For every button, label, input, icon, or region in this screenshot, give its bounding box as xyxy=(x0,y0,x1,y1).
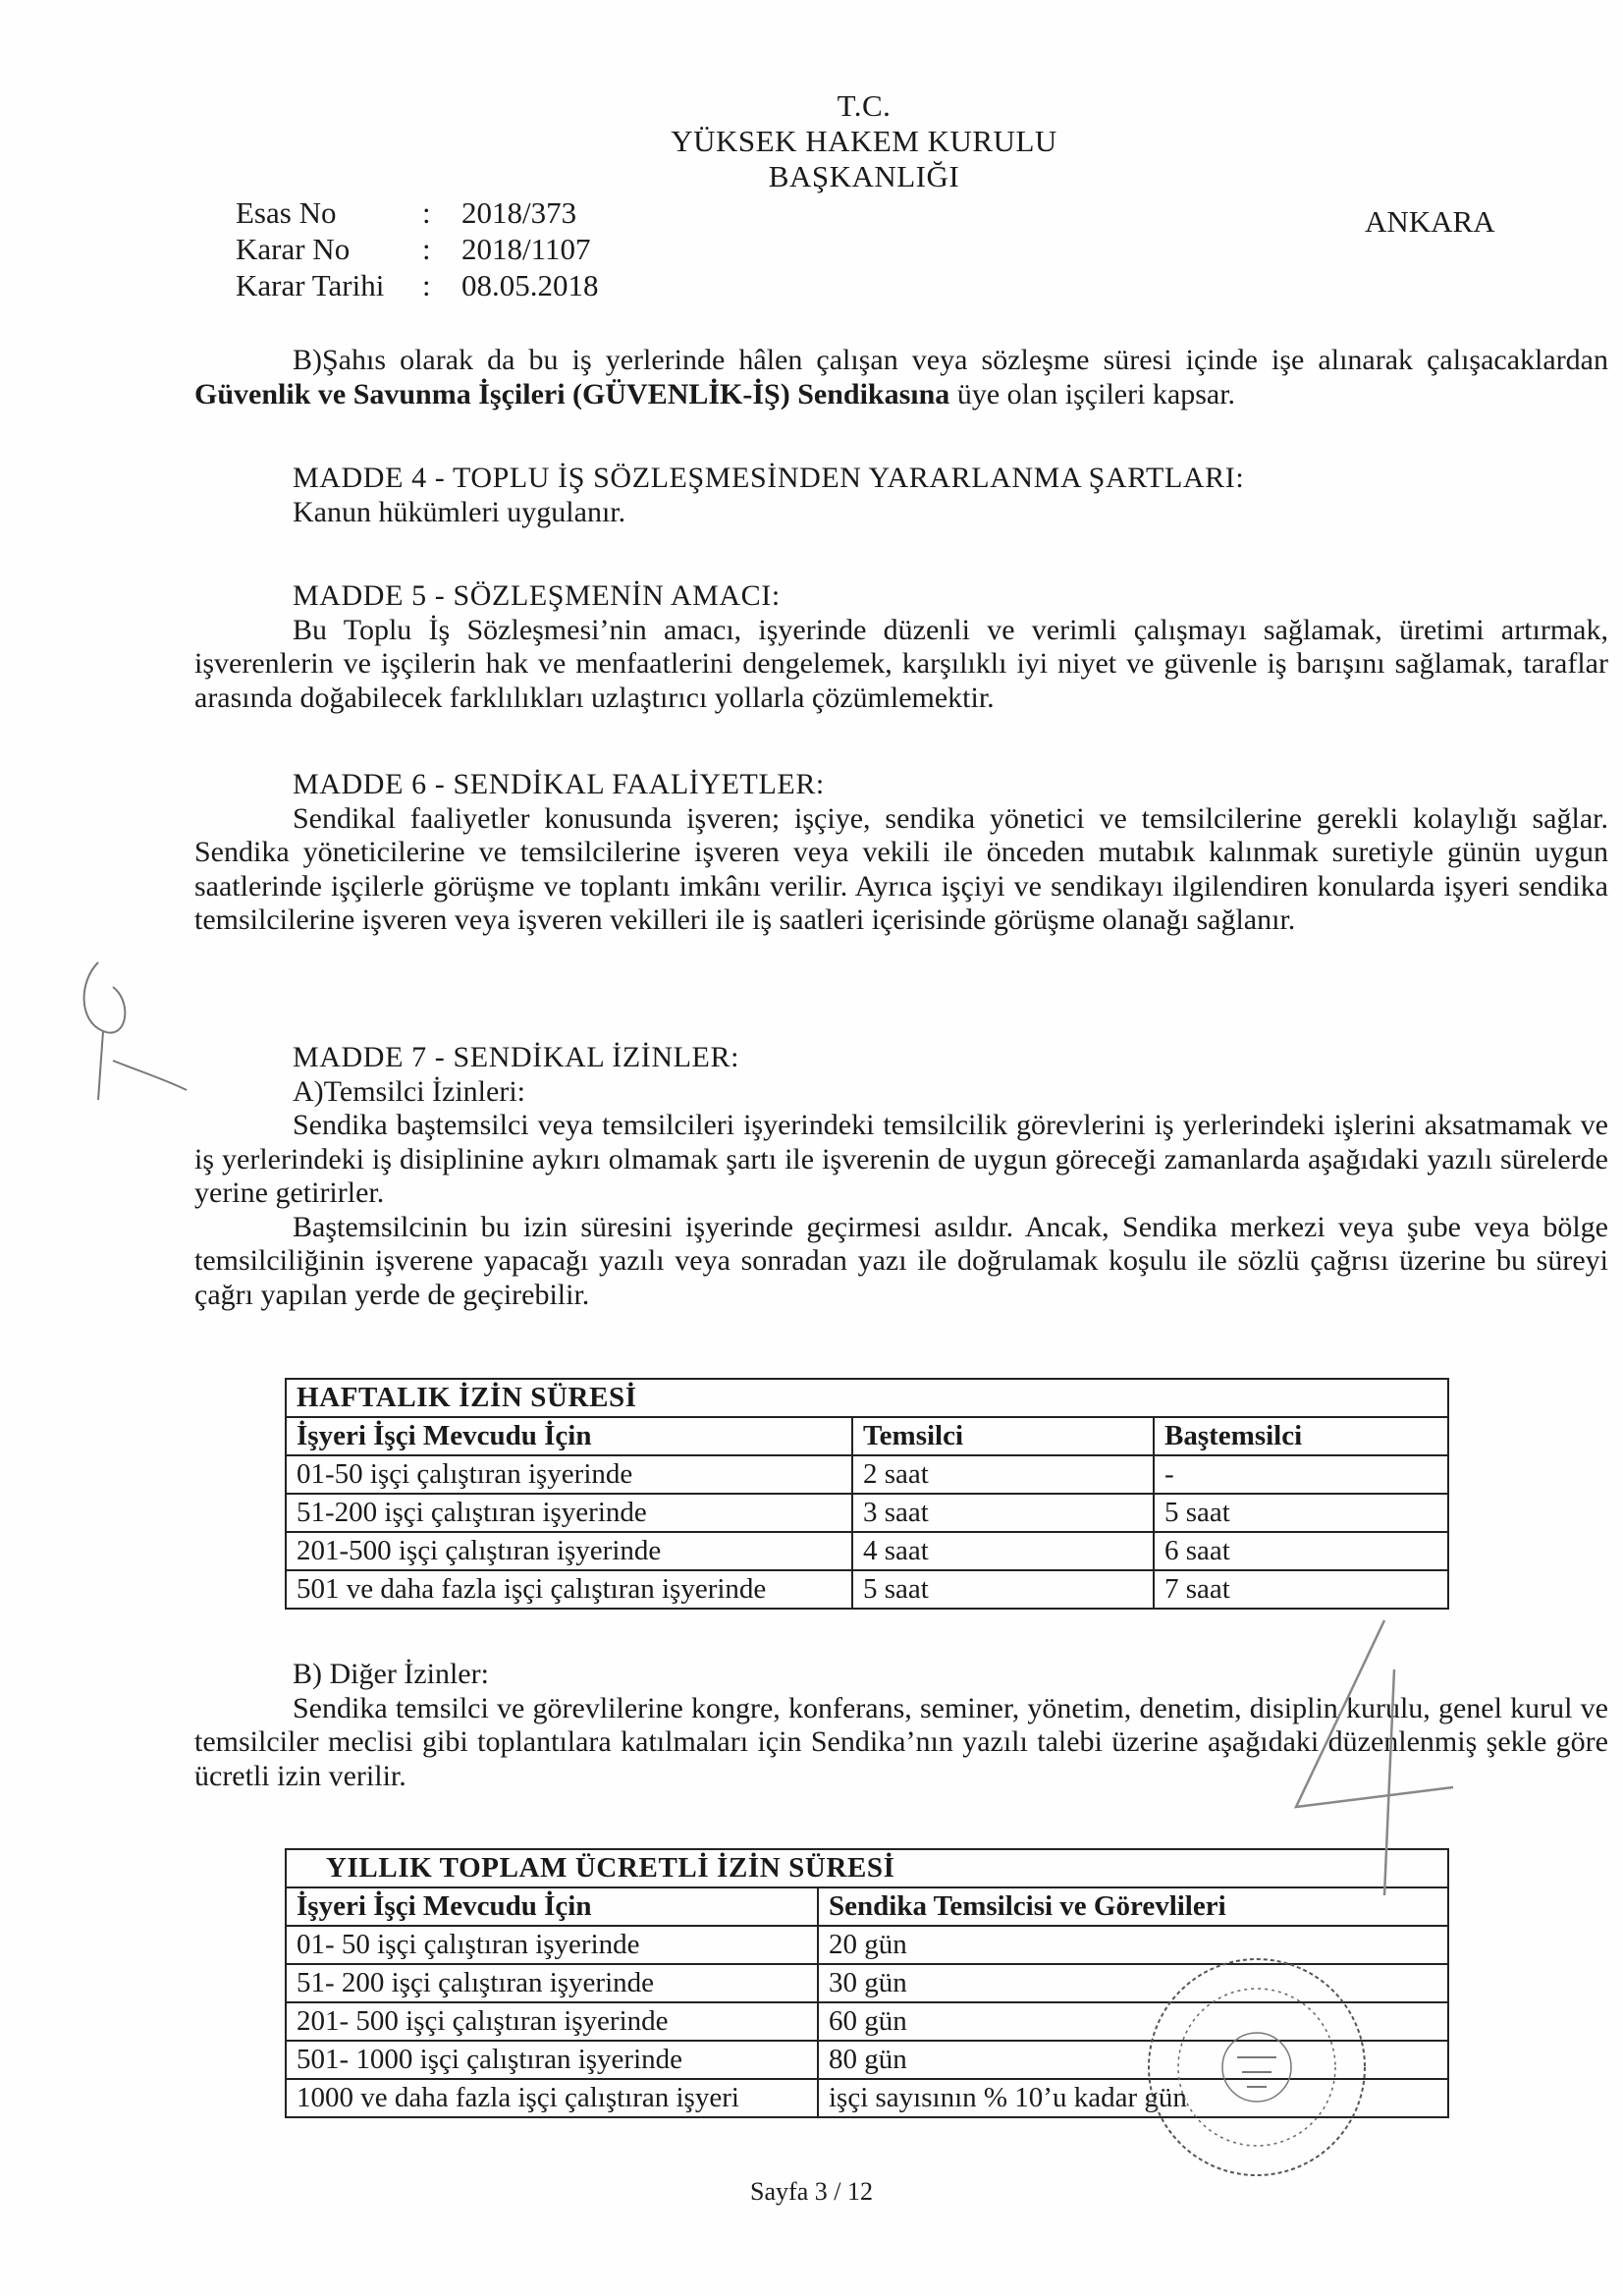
table2-header: İşyeri İşçi Mevcudu İçin xyxy=(286,1887,818,1926)
city-label: ANKARA xyxy=(1365,204,1495,239)
table2-header: Sendika Temsilcisi ve Görevlileri xyxy=(818,1887,1448,1926)
case-row-tarih: Karar Tarihi : 08.05.2018 xyxy=(236,268,599,302)
article-7-sub-b: B) Diğer İzinler: xyxy=(293,1658,489,1690)
article-6 xyxy=(194,768,1608,938)
case-row-karar: Karar No : 2018/1107 xyxy=(236,232,591,266)
page-number: Sayfa 3 / 12 xyxy=(750,2177,873,2206)
union-name: Güvenlik ve Savunma İşçileri (GÜVENLİK-İŞ) Sendikasına xyxy=(194,377,950,410)
article-6-heading: MADDE 6 - SENDİKAL FAALİYETLER: xyxy=(293,768,825,800)
case-info xyxy=(236,194,599,303)
table-row: 501 ve daha fazla işçi çalıştıran işyerinde 5 saat 7 saat xyxy=(286,1570,1448,1609)
article-7-paragraph-3: Sendika temsilci ve görevlilerine kongre, konferans, seminer, yönetim, denetim, disiplin kurulu, genel kurul ve temsilciler meclisi gibi toplantılara katılmaları için Sendika’nın yazılı talebi üzerine aşağıdaki düzenlenmiş şekle göre ücretli izin verilir. xyxy=(194,1691,1608,1792)
header-line-department: BAŞKANLIĞI xyxy=(768,159,960,193)
article-7-paragraph-1: Sendika baştemsilci veya temsilcileri işyerindeki temsilcilik görevlerini iş yerlerindeki işlerini aksatmamak ve iş yerlerindeki iş disiplinine aykırı olmamak şartı ile işverenin de uygun göreceği zamanlarda aşağıdaki yazılı sürelerde yerine getirirler. xyxy=(194,1109,1608,1209)
official-stamp xyxy=(1139,1949,1375,2185)
article-6-body: Sendikal faaliyetler konusunda işveren; işçiye, sendika yönetici ve temsilcilerine gerekli kolaylığı sağlar. Sendika yöneticilerine ve temsilcilerine işveren veya vekili ile önceden mutabık kalınmak suretiyle günün uygun saatlerinde işçilerle görüşme ve toplantı imkânı verilir. Ayrıca işçiyi ve sendikayı ilgilendiren konularda işyeri sendika temsilcilerine işveren veya işveren vekilleri ile iş saatleri içerisinde görüşme olanağı sağlanır. xyxy=(194,801,1608,936)
article-5-heading: MADDE 5 - SÖZLEŞMENİN AMACI: xyxy=(293,579,781,612)
document-header xyxy=(569,88,1159,194)
header-line-tc: T.C. xyxy=(837,88,892,123)
table1-header: Temsilci xyxy=(852,1417,1154,1455)
weekly-leave-table xyxy=(285,1378,1449,1610)
header-line-institution: YÜKSEK HAKEM KURULU xyxy=(671,124,1057,158)
table2-title: YILLIK TOPLAM ÜCRETLİ İZİN SÜRESİ xyxy=(286,1849,1448,1887)
table-row: 501- 1000 işçi çalıştıran işyerinde 80 gün xyxy=(286,2041,1448,2079)
article-7-sub-a: A)Temsilci İzinleri: xyxy=(293,1074,525,1108)
handwritten-number-mark xyxy=(1257,1611,1492,1905)
article-4-body: Kanun hükümleri uygulanır. xyxy=(293,495,626,528)
article-4 xyxy=(194,462,1608,529)
case-row-esas: Esas No : 2018/373 xyxy=(236,195,577,230)
table-row: 51- 200 işçi çalıştıran işyerinde 30 gün xyxy=(286,1964,1448,2002)
article-7-paragraph-2: Baştemsilcinin bu izin süresini işyerinde geçirmesi asıldır. Ancak, Sendika merkezi veya şube veya bölge temsilciliğinin işverene yapacağı yazılı veya sonradan yazı ile doğrulamak koşulu ile sözlü çağrısı üzerine bu süreyi çağrı yapılan yerde de geçirebilir. xyxy=(194,1210,1608,1311)
handwritten-mark xyxy=(59,943,196,1110)
article-7 xyxy=(194,1041,1608,1312)
table-row: 1000 ve daha fazla işçi çalıştıran işyeri işçi sayısının % 10’u kadar gün xyxy=(286,2079,1448,2117)
article-5-body: Bu Toplu İş Sözleşmesi’nin amacı, işyerinde düzenli ve verimli çalışmayı sağlamak, üretimi artırmak, işverenlerin ve işçilerin hak ve menfaatlerini dengelemek, karşılıklı iyi niyet ve güvenle iş barışını sağlamak, taraflar arasında doğabilecek farklılıkları uzlaştırıcı yollarla çözümlemektir. xyxy=(194,613,1608,714)
table-row: 201- 500 işçi çalıştıran işyerinde 60 gün xyxy=(286,2002,1448,2041)
table-row: 01- 50 işçi çalıştıran işyerinde 20 gün xyxy=(286,1926,1448,1964)
table1-title: HAFTALIK İZİN SÜRESİ xyxy=(286,1379,1448,1417)
intro-paragraph: B)Şahıs olarak da bu iş yerlerinde hâlen çalışan veya sözleşme süresi içinde işe alınarak çalışacaklardan Güvenlik ve Savunma İşçileri (GÜVENLİK-İŞ) Sendikasına üye olan işçileri kapsar. xyxy=(194,344,1608,410)
article-5 xyxy=(194,579,1608,715)
article-4-heading: MADDE 4 - TOPLU İŞ SÖZLEŞMESİNDEN YARARLANMA ŞARTLARI: xyxy=(293,462,1245,494)
article-7-heading: MADDE 7 - SENDİKAL İZİNLER: xyxy=(293,1041,740,1073)
table1-header: Baştemsilci xyxy=(1154,1417,1448,1455)
table-row: 201-500 işçi çalıştıran işyerinde 4 saat 6 saat xyxy=(286,1532,1448,1570)
table1-header: İşyeri İşçi Mevcudu İçin xyxy=(286,1417,852,1455)
table-row: 51-200 işçi çalıştıran işyerinde 3 saat 5 saat xyxy=(286,1494,1448,1532)
table-row: 01-50 işçi çalıştıran işyerinde 2 saat - xyxy=(286,1455,1448,1494)
